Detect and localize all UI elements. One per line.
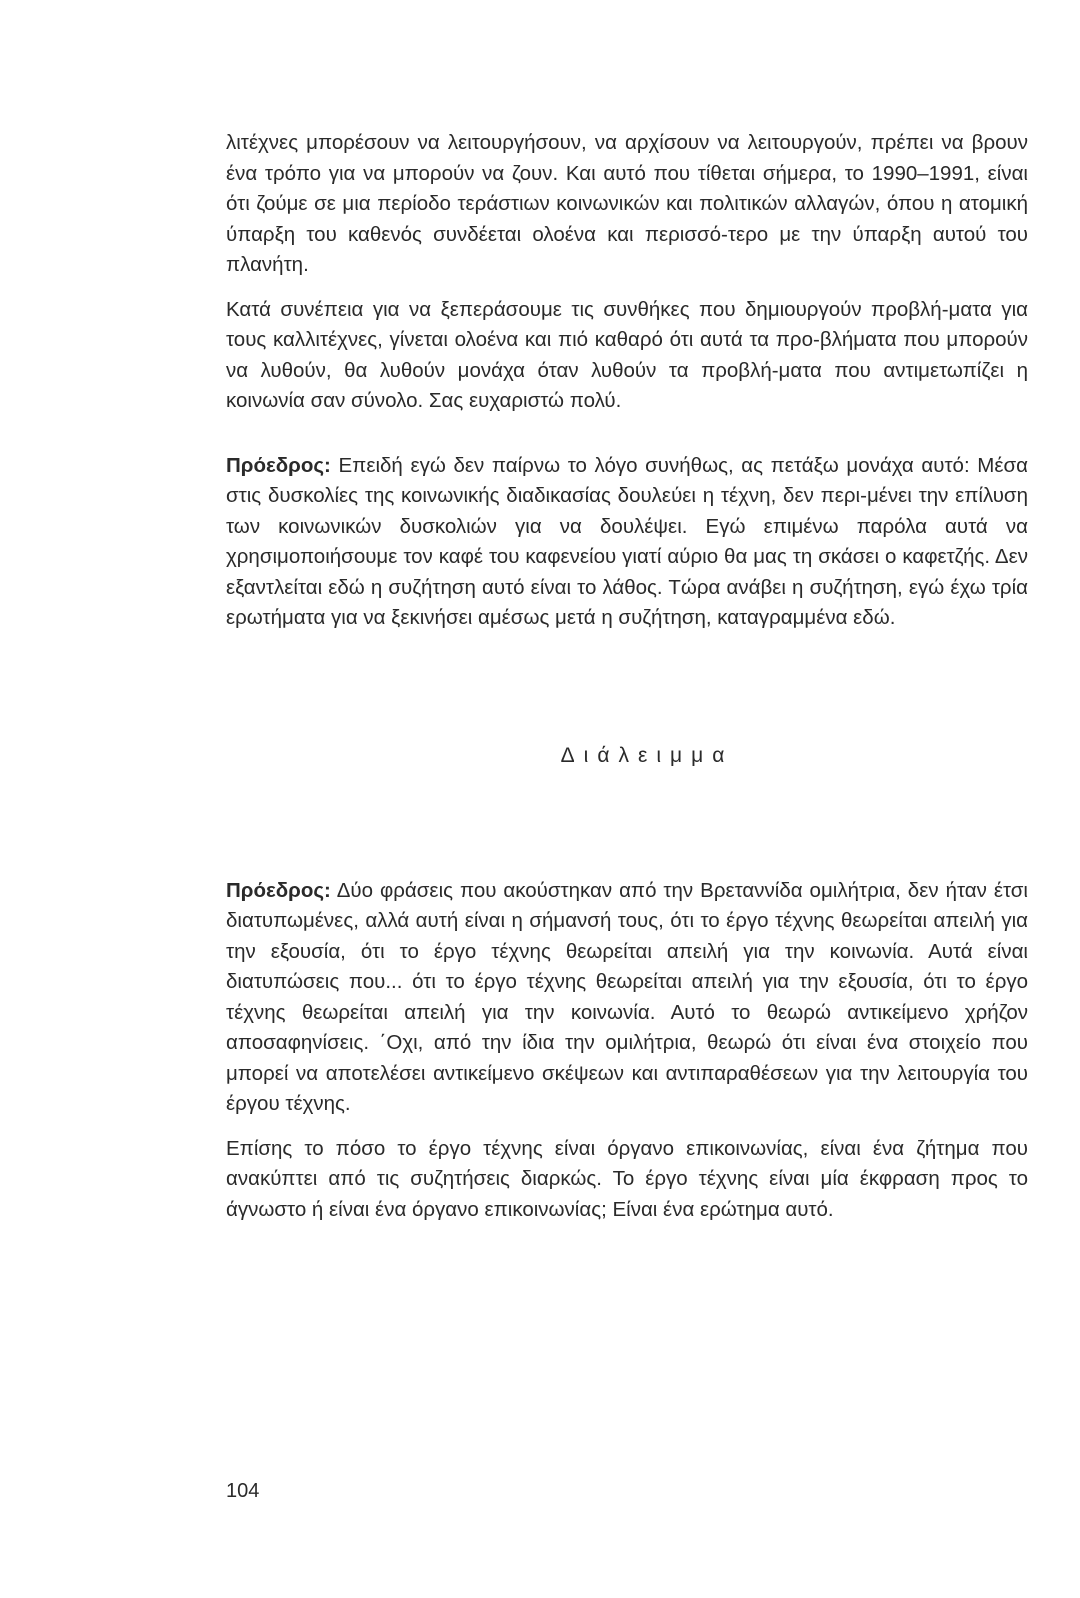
speaker-label: Πρόεδρος: [226,878,331,902]
paragraph-3 [226,451,1028,634]
paragraph-4-text: Δύο φράσεις που ακούστηκαν από την Βρεταννίδα ομιλήτρια, δεν ήταν έτσι διατυπωμένες, αλλά αυτή είναι η σήμανσή τους, ότι το έργο τέχνης θεωρείται απειλή για την εξουσία, ότι το έργο τέχνης θεωρείται απειλή για την κοινωνία. Αυτά είναι διατυπώσεις που... ότι το έργο τέχνης θεωρείται απειλή για την εξουσία, ότι το έργο τέχνης θεωρείται απειλή για την κοινωνία. Αυτό το θεωρώ αντικείμενο χρήζον αποσαφηνίσεις. ΄Οχι, από την ίδια την ομιλήτρια, θεωρώ ότι είναι ένα στοιχείο που μπορεί να αποτελέσει αντικείμενο σκέψεων και αντιπαραθέσεων για την λειτουργία του έργου τέχνης. [226,878,1028,1115]
page-body [226,128,1028,1225]
paragraph-1: λιτέχνες μπορέσουν να λειτουργήσουν, να αρχίσουν να λειτουργούν, πρέπει να βρουν ένα τρόπο για να μπορούν να ζουν. Και αυτό που τίθεται σήμερα, το 1990–1991, είναι ότι ζούμε σε μια περίοδο τεράστιων κοινωνικών και πολιτικών αλλαγών, όπου η ατομική ύπαρξη του καθενός συνδέεται ολοένα και περισσό-τερο με την ύπαρξη αυτού του πλανήτη. [226,131,1028,276]
page-number: 104 [226,1480,260,1502]
speaker-label: Πρόεδρος: [226,453,331,477]
paragraph-4 [226,876,1028,1120]
paragraph-5: Επίσης το πόσο το έργο τέχνης είναι όργανο επικοινωνίας, είναι ένα ζήτημα που ανακύπτει από τις συζητήσεις διαρκώς. Το έργο τέχνης είναι μία έκφραση προς το άγνωστο ή είναι ένα όργανο επικοινωνίας; Είναι ένα ερώτημα αυτό. [226,1136,1028,1221]
paragraph-2: Κατά συνέπεια για να ξεπεράσουμε τις συνθήκες που δημιουργούν προβλή-ματα για τους καλλιτέχνες, γίνεται ολοένα και πιό καθαρό ότι αυτά τα προ-βλήματα που μπορούν να λυθούν, θα λυθούν μονάχα όταν λυθούν τα προβλή-ματα που αντιμετωπίζει η κοινωνία σαν σύνολο. Σας ευχαριστώ πολύ. [226,297,1028,412]
paragraph-3-text: Επειδή εγώ δεν παίρνω το λόγο συνήθως, ας πετάξω μονάχα αυτό: Μέσα στις δυσκολίες της κοινωνικής διαδικασίας δουλεύει η τέχνη, δεν περι-μένει την επίλυση των κοινωνικών δυσκολιών για να δουλέψει. Εγώ επιμένω παρόλα αυτά να χρησιμοποιήσουμε τον καφέ του καφενείου γιατί αύριο θα μας τη σκάσει ο καφετζής. Δεν εξαντλείται εδώ η συζήτηση αυτό είναι το λάθος. Τώρα ανάβει η συζήτηση, εγώ έχω τρία ερωτήματα για να ξεκινήσει αμέσως μετά η συζήτηση, καταγραμμένα εδώ. [226,453,1028,629]
interlude-heading: Διάλειμμα [560,743,734,767]
interlude-section [226,744,1028,768]
